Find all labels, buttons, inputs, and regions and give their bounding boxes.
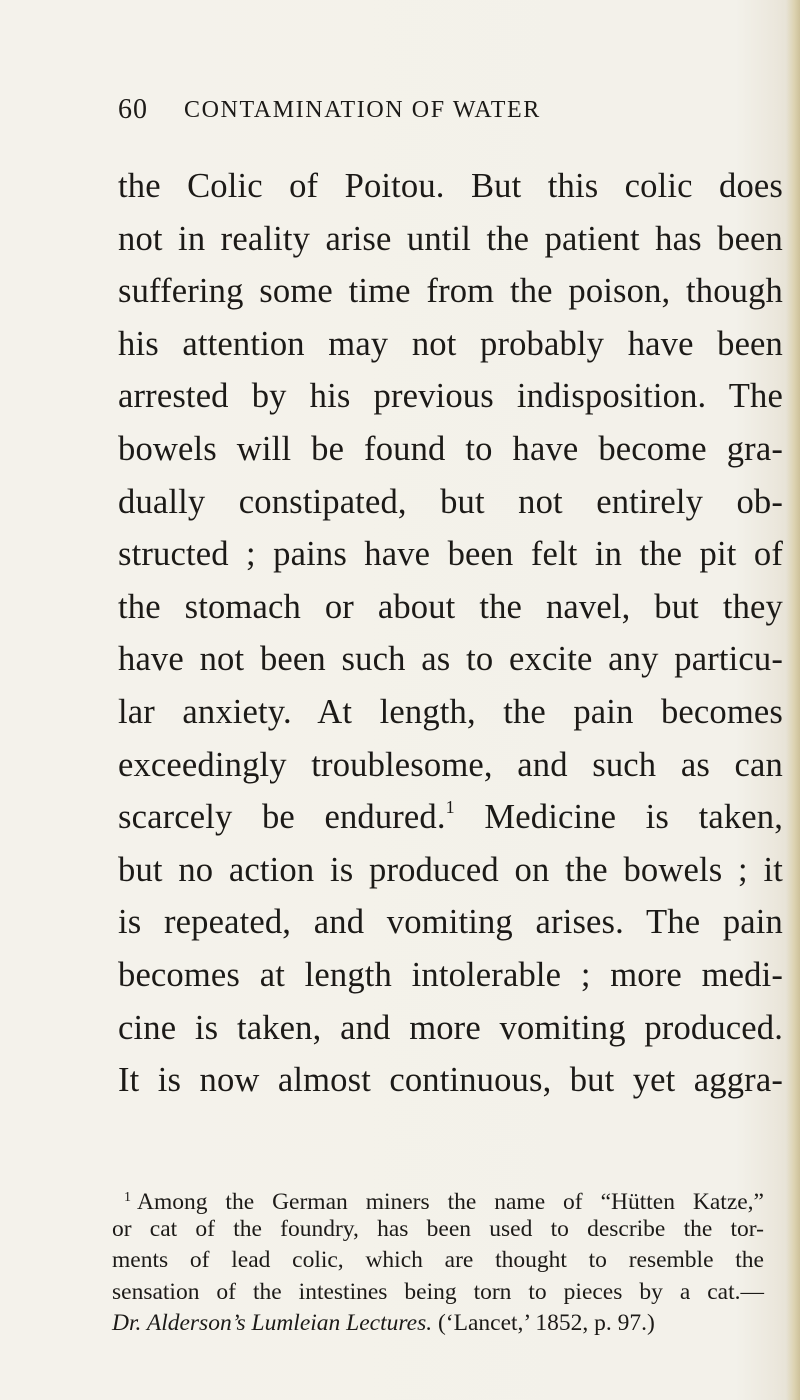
text-segment: scarcely be endured. xyxy=(118,798,446,837)
text-line: lar anxiety. At length, the pain becomes xyxy=(118,692,783,731)
text-line: arrested by his previous indisposition. The xyxy=(118,377,783,416)
text-line: but no action is produced on the bowels ; it xyxy=(118,850,783,889)
text-line: suffering some time from the poison, though xyxy=(118,272,783,311)
body-text xyxy=(118,160,783,1107)
running-title: CONTAMINATION OF WATER xyxy=(184,96,541,123)
text-line: It is now almost continuous, but yet aggra- xyxy=(118,1061,783,1100)
text-line: bowels will be found to have become gra- xyxy=(118,429,783,468)
footnote-marker: 1 xyxy=(124,1190,131,1205)
text-line: becomes at length intolerable ; more medi- xyxy=(118,955,783,994)
text-line: is repeated, and vomiting arises. The pain xyxy=(118,903,783,942)
page-edge-shadow xyxy=(786,0,800,1400)
footnote-text: Among the German miners the name of “Hütten Katze,” xyxy=(137,1189,764,1215)
footnote-reference: 1 xyxy=(445,797,455,818)
footnote-citation-source: (‘Lancet,’ 1852, p. 97.) xyxy=(432,1310,655,1336)
running-head xyxy=(118,92,624,128)
text-line: exceedingly troublesome, and such as can xyxy=(118,745,783,784)
footnote-line: sensation of the intestines being torn to pieces by a cat.— xyxy=(112,1278,764,1305)
text-line: cine is taken, and more vomiting produced. xyxy=(118,1008,783,1047)
text-segment: Medicine is taken, xyxy=(454,798,783,837)
page-number: 60 xyxy=(118,94,148,125)
footnote-line: ments of lead colic, which are thought to resemble the xyxy=(112,1247,764,1273)
footnote-line xyxy=(112,1308,764,1340)
text-line: dually constipated, but not entirely ob- xyxy=(118,482,783,521)
footnote-citation-title: Dr. Alderson’s Lumleian Lectures. xyxy=(112,1310,433,1336)
text-line: the Colic of Poitou. But this colic does xyxy=(118,167,783,205)
footnote-line: or cat of the foundry, has been used to describe the tor- xyxy=(112,1215,764,1242)
text-line: his attention may not probably have been xyxy=(118,324,783,363)
footnote-line xyxy=(112,1182,764,1214)
text-line: the stomach or about the navel, but they xyxy=(118,587,783,626)
text-line: have not been such as to excite any particu- xyxy=(118,640,783,679)
text-line-with-footnote xyxy=(118,791,783,844)
footnote xyxy=(112,1182,764,1340)
text-line: not in reality arise until the patient has been xyxy=(118,219,783,258)
text-line: structed ; pains have been felt in the pit of xyxy=(118,535,783,574)
